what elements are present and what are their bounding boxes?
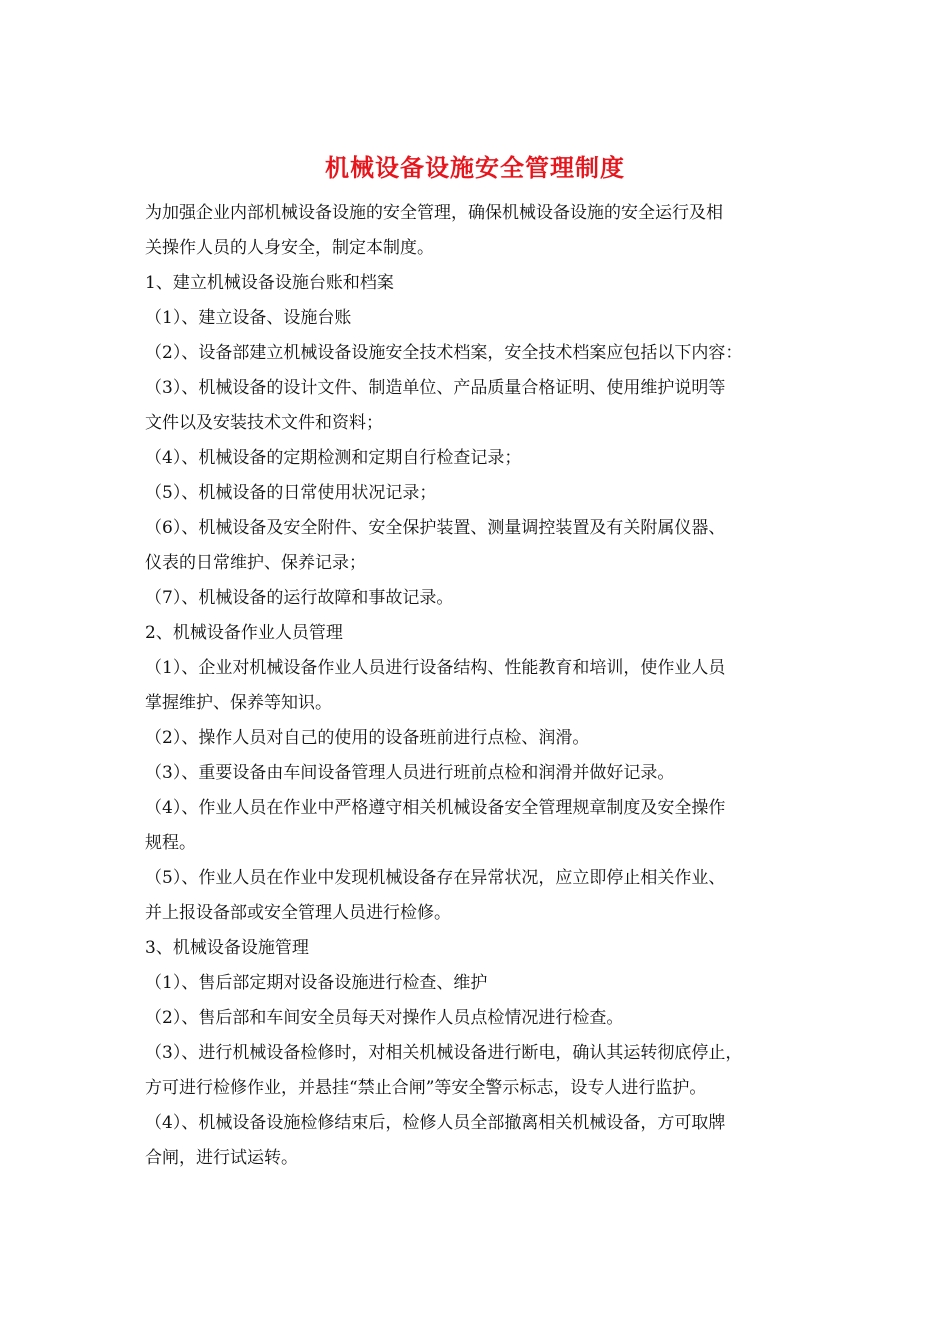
document-line: （1）、企业对机械设备作业人员进行设备结构、性能教育和培训，使作业人员 (145, 658, 726, 678)
document-line: （3）、重要设备由车间设备管理人员进行班前点检和润滑并做好记录。 (145, 763, 675, 783)
document-line: 1、建立机械设备设施台账和档案 (145, 273, 394, 293)
document-line: 3、机械设备设施管理 (145, 938, 309, 958)
document-line: 合闸，进行试运转。 (145, 1148, 298, 1168)
document-line: 并上报设备部或安全管理人员进行检修。 (145, 903, 451, 923)
document-line: （1）、售后部定期对设备设施进行检查、维护 (145, 973, 488, 993)
document-line: （5）、机械设备的日常使用状况记录； (145, 483, 437, 503)
document-line: （7）、机械设备的运行故障和事故记录。 (145, 588, 454, 608)
document-line: （4）、机械设备的定期检测和定期自行检查记录； (145, 448, 522, 468)
document-line: 为加强企业内部机械设备设施的安全管理，确保机械设备设施的安全运行及相 (145, 203, 723, 223)
document-line: （1）、建立设备、设施台账 (145, 308, 352, 328)
document-line: 关操作人员的人身安全，制定本制度。 (145, 238, 434, 258)
document-line: （2）、售后部和车间安全员每天对操作人员点检情况进行检查。 (145, 1008, 624, 1028)
document-line: 规程。 (145, 833, 196, 853)
document-line: （2）、设备部建立机械设备设施安全技术档案，安全技术档案应包括以下内容： (145, 343, 743, 363)
document-line: （6）、机械设备及安全附件、安全保护装置、测量调控装置及有关附属仪器、 (145, 518, 726, 538)
document-line: 掌握维护、保养等知识。 (145, 693, 332, 713)
document-title: 机械设备设施安全管理制度 (325, 153, 625, 182)
document-line: 2、机械设备作业人员管理 (145, 623, 343, 643)
document-line: （5）、作业人员在作业中发现机械设备存在异常状况，应立即停止相关作业、 (145, 868, 726, 888)
document-line: 仪表的日常维护、保养记录； (145, 553, 366, 573)
document-line: （4）、机械设备设施检修结束后，检修人员全部撤离相关机械设备，方可取牌 (145, 1113, 726, 1133)
document-line: （2）、操作人员对自己的使用的设备班前进行点检、润滑。 (145, 728, 590, 748)
document-line: （4）、作业人员在作业中严格遵守相关机械设备安全管理规章制度及安全操作 (145, 798, 726, 818)
document-line: 文件以及安装技术文件和资料； (145, 413, 383, 433)
document-line: 方可进行检修作业，并悬挂“禁止合闸”等安全警示标志，设专人进行监护。 (145, 1078, 707, 1098)
document-body (145, 196, 825, 1176)
document-line: （3）、进行机械设备检修时，对相关机械设备进行断电，确认其运转彻底停止， (145, 1043, 743, 1063)
document-line: （3）、机械设备的设计文件、制造单位、产品质量合格证明、使用维护说明等 (145, 378, 726, 398)
